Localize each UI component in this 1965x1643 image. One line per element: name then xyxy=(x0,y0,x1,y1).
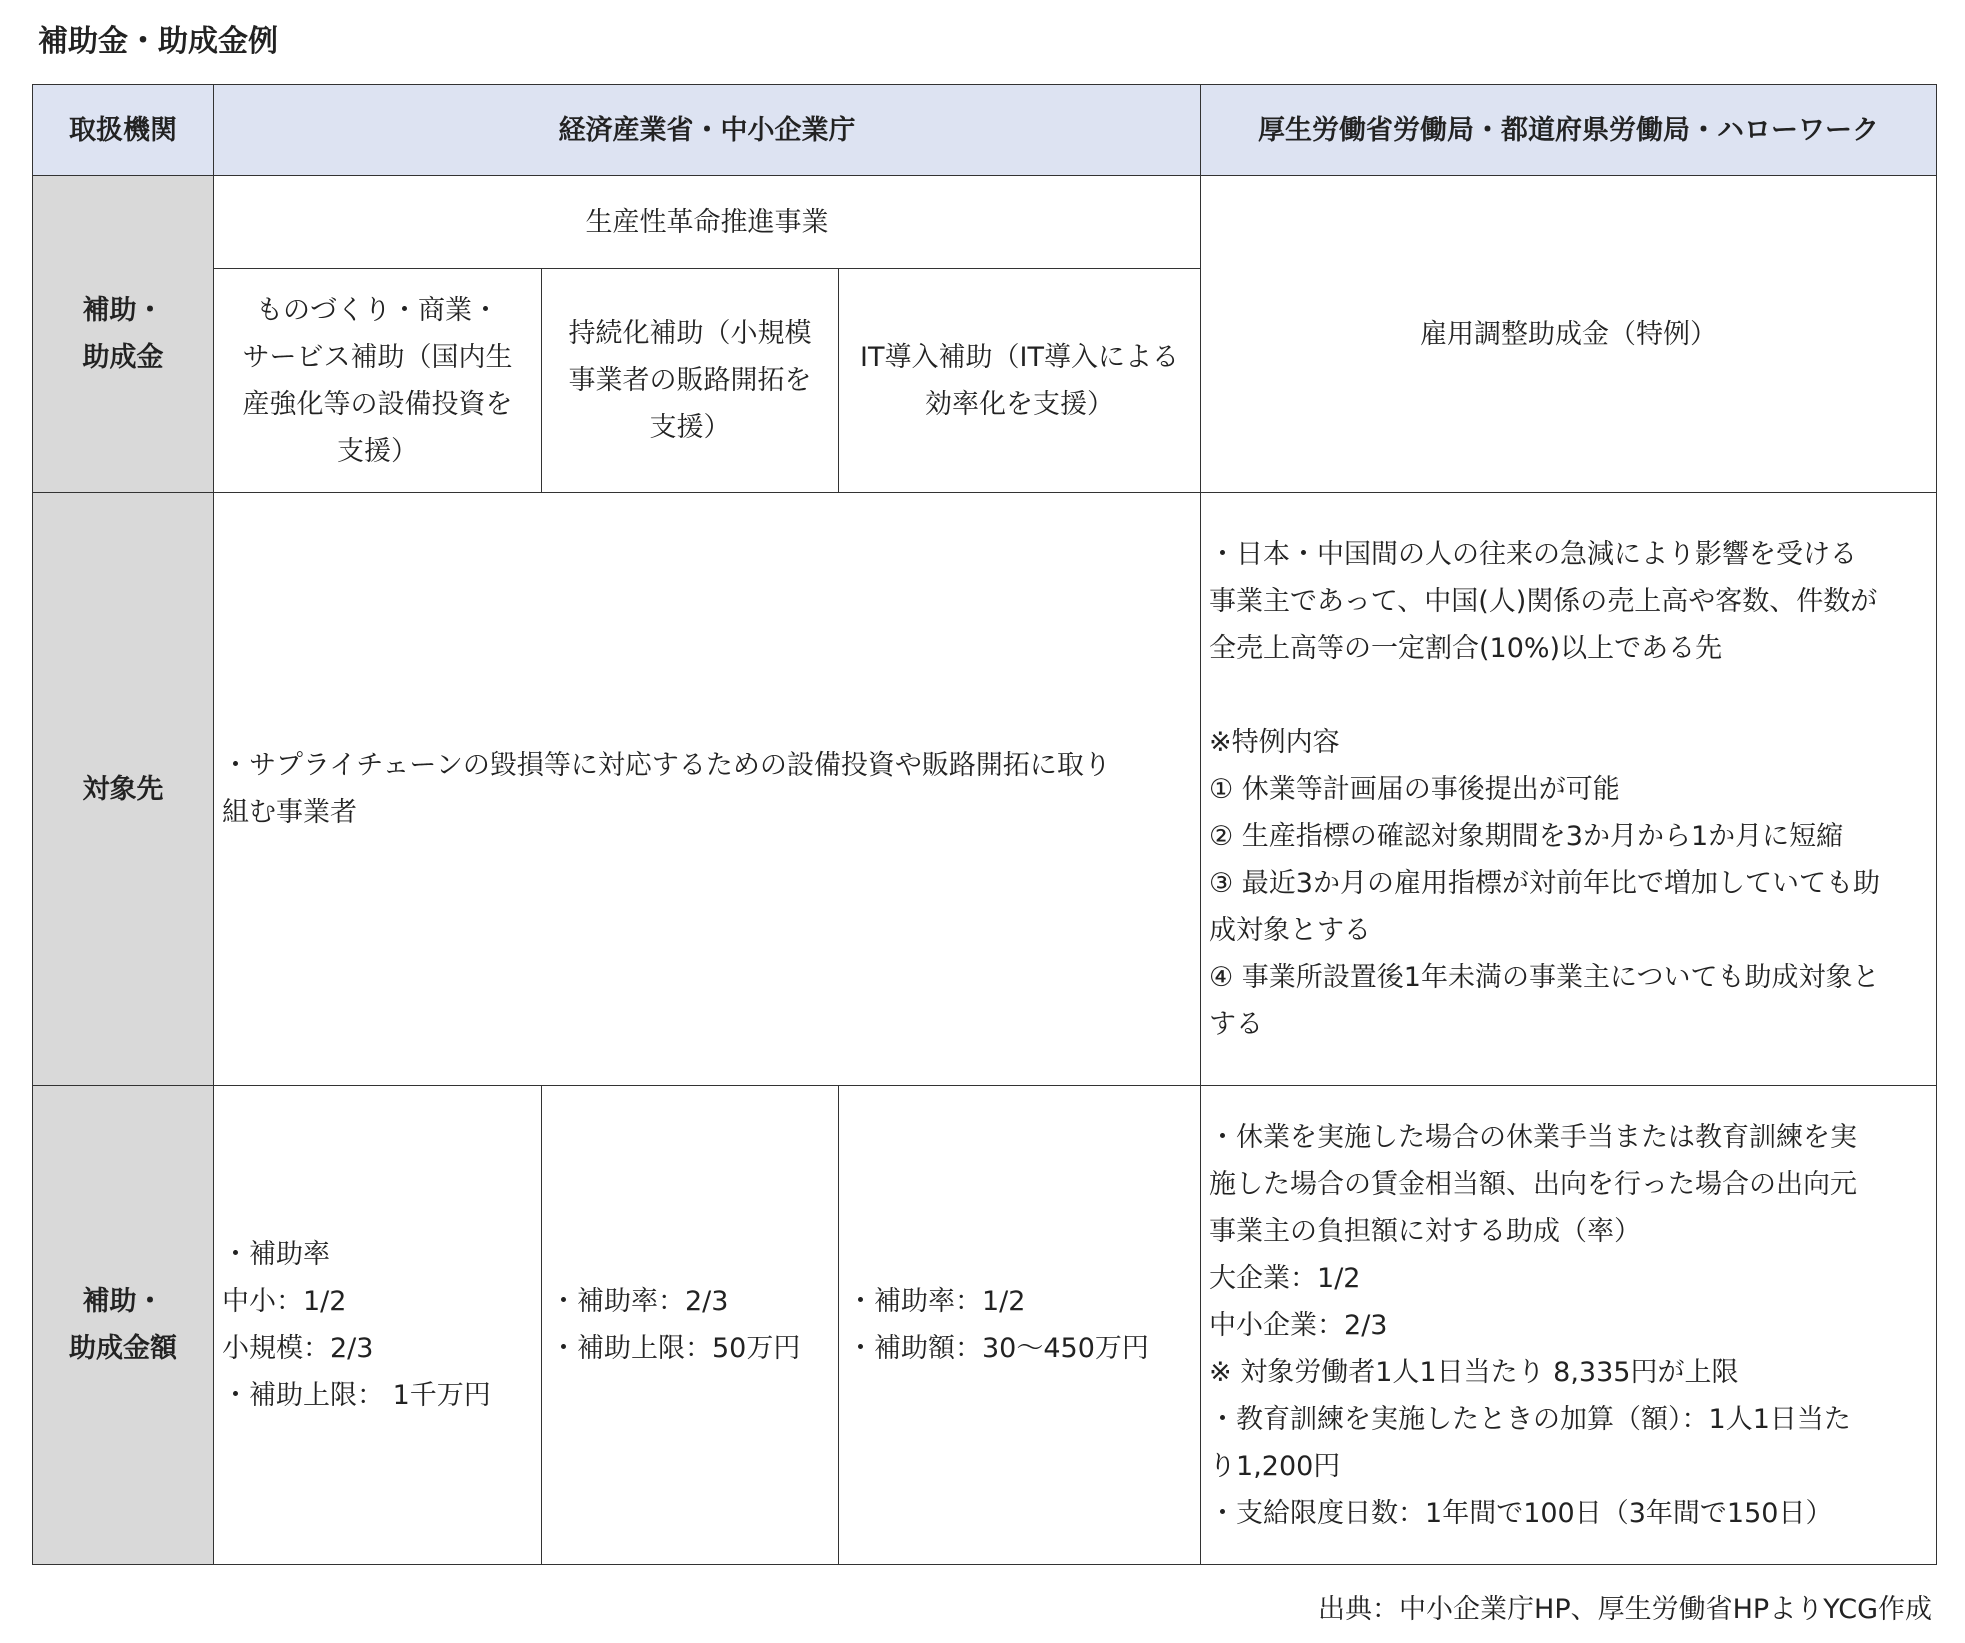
mhlw-amount: ・休業を実施した場合の休業手当または教育訓練を実 施した場合の賃金相当額、出向を行った場合の出向元 事業主の負担額に対する助成（率） 大企業：1/2 中小企業：2/3 ※ 対象労働者1人1日当たり 8,335円が上限 ・教育訓練を実施したときの加算（額）：1人1日当た り1,200円 ・支給限度日数：1年間で100日（3年間で150日） xyxy=(1201,1086,1937,1565)
page-title: 補助金・助成金例 xyxy=(38,24,278,59)
meti-item-it: IT導入補助（IT導入による 効率化を支援） xyxy=(839,269,1201,493)
meti-item-monozukuri: ものづくり・商業・ サービス補助（国内生 産強化等の設備投資を 支援） xyxy=(214,269,542,493)
mhlw-subsidy-name: 雇用調整助成金（特例） xyxy=(1201,176,1937,493)
meti-amount-it: ・補助率：1/2 ・補助額：30～450万円 xyxy=(839,1086,1201,1565)
row-label-subsidy: 補助・ 助成金 xyxy=(33,176,214,493)
mhlw-target: ・日本・中国間の人の往来の急減により影響を受ける 事業主であって、中国(人)関係の売上高や客数、件数が 全売上高等の一定割合(10%)以上である先 ※特例内容 ① 休業等計画届の事後提出が可能 ② 生産指標の確認対象期間を3か月から1か月に短縮 ③ 最近3か月の雇用指標が対前年比で増加していても助 成対象とする ④ 事業所設置後1年未満の事業主についても助成対象と する xyxy=(1201,493,1937,1086)
meti-item-jizokuka: 持続化補助（小規模 事業者の販路開拓を 支援） xyxy=(542,269,839,493)
meti-program-name: 生産性革命推進事業 xyxy=(214,176,1201,269)
row-label-target: 対象先 xyxy=(33,493,214,1086)
row-label-amount: 補助・ 助成金額 xyxy=(33,1086,214,1565)
subsidy-table xyxy=(32,84,1937,1565)
meti-target: ・サプライチェーンの毀損等に対応するための設備投資や販路開拓に取り 組む事業者 xyxy=(214,493,1201,1086)
meti-amount-monozukuri: ・補助率 中小：1/2 小規模：2/3 ・補助上限： 1千万円 xyxy=(214,1086,542,1565)
header-mhlw: 厚生労働省労働局・都道府県労働局・ハローワーク xyxy=(1201,85,1937,176)
meti-amount-jizokuka: ・補助率：2/3 ・補助上限：50万円 xyxy=(542,1086,839,1565)
header-agency-label: 取扱機関 xyxy=(33,85,214,176)
source-note: 出典：中小企業庁HP、厚生労働省HPよりYCG作成 xyxy=(1318,1594,1932,1625)
header-meti: 経済産業省・中小企業庁 xyxy=(214,85,1201,176)
